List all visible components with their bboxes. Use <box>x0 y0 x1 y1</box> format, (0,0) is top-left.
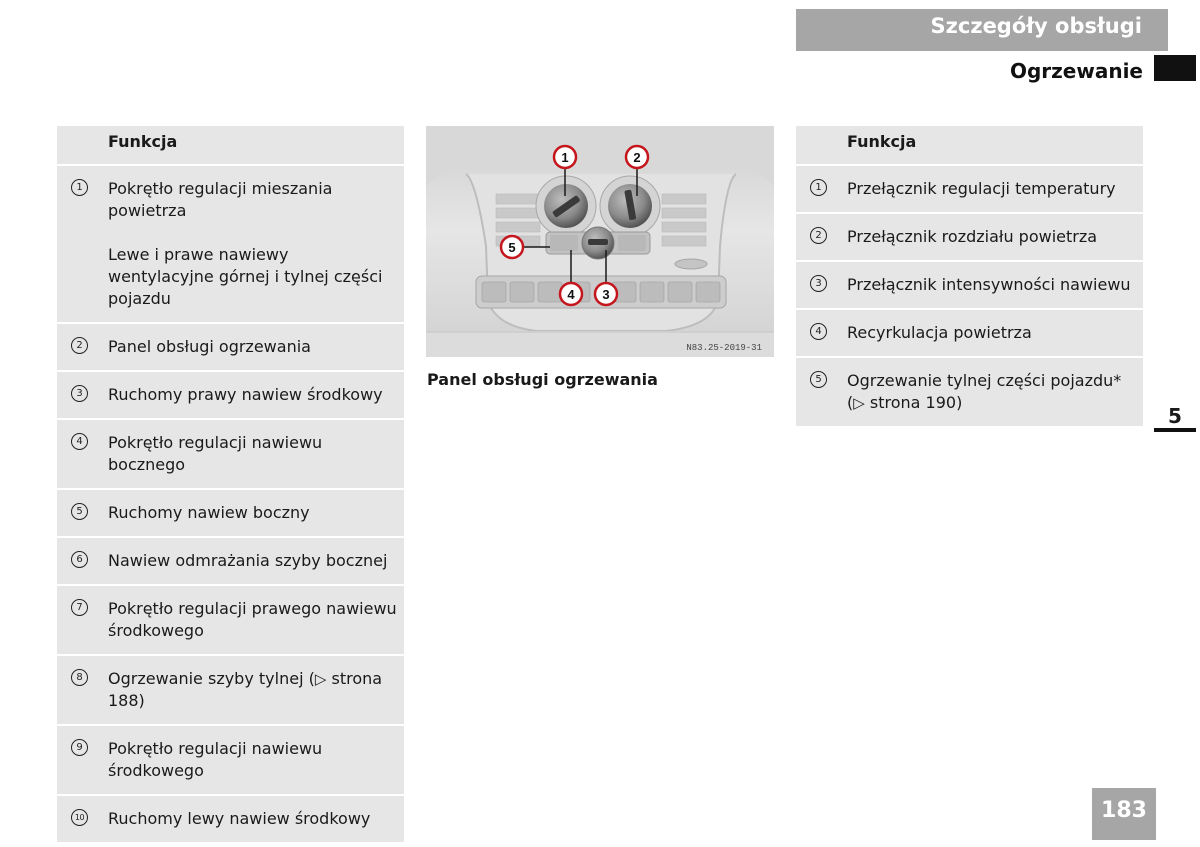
callout-number: 8 <box>71 669 88 686</box>
svg-text:2: 2 <box>633 150 641 165</box>
table-row <box>57 420 404 488</box>
row-text: Przełącznik rozdziału powietrza <box>841 214 1143 260</box>
table-row <box>57 586 404 654</box>
callout-1 <box>554 146 576 168</box>
callout-3 <box>595 283 617 305</box>
table-header: Funkcja <box>841 126 1143 164</box>
row-text: Przełącznik regulacji temperatury <box>841 166 1143 212</box>
row-text: Pokrętło regulacji mieszania powietrza <box>108 179 333 220</box>
chapter-tab: 5 <box>1154 400 1196 432</box>
callout-number: 1 <box>71 179 88 196</box>
chapter-marker <box>1154 55 1196 81</box>
svg-text:4: 4 <box>567 287 575 302</box>
triangle-right-icon: ▷ <box>314 670 327 688</box>
row-text: Ogrzewanie szyby tylnej ( <box>108 669 315 688</box>
row-text: Pokrętło regulacji nawiewu środkowego <box>102 726 404 794</box>
callout-number: 2 <box>71 337 88 354</box>
table-row <box>796 310 1143 356</box>
table-row <box>57 538 404 584</box>
row-text: Recyrkulacja powietrza <box>841 310 1143 356</box>
row-text: Ruchomy prawy nawiew środkowy <box>102 372 404 418</box>
heating-panel-photo <box>426 126 774 357</box>
row-text: Panel obsługi ogrzewania <box>102 324 404 370</box>
section-title: Szczegóły obsługi <box>796 9 1168 51</box>
callout-number: 7 <box>71 599 88 616</box>
page-number: 183 <box>1092 788 1156 840</box>
callout-5 <box>501 236 523 258</box>
row-text: Przełącznik intensywności nawiewu <box>841 262 1143 308</box>
callout-number: 4 <box>71 433 88 450</box>
table-row <box>57 796 404 842</box>
svg-text:1: 1 <box>561 150 569 165</box>
callout-4 <box>560 283 582 305</box>
triangle-right-icon: ▷ <box>853 394 865 412</box>
row-text: Ruchomy nawiew boczny <box>102 490 404 536</box>
callout-2 <box>626 146 648 168</box>
table-header: Funkcja <box>102 126 404 164</box>
table-row <box>796 358 1143 426</box>
table-row <box>796 214 1143 260</box>
callout-number: 9 <box>71 739 88 756</box>
table-header-row <box>796 126 1143 164</box>
row-text-open-paren: ( <box>847 393 854 412</box>
svg-text:3: 3 <box>602 287 610 302</box>
table-header-row <box>57 126 404 164</box>
svg-text:5: 5 <box>508 240 516 255</box>
row-text: Nawiew odmrażania szyby bocznej <box>102 538 404 584</box>
table-row <box>57 490 404 536</box>
callout-number: 10 <box>71 809 88 826</box>
row-text: Pokrętło regulacji nawiewu bocznego <box>102 420 404 488</box>
callout-number: 6 <box>71 551 88 568</box>
callout-number: 5 <box>810 371 827 388</box>
row-text: Ruchomy lewy nawiew środkowy <box>102 796 404 842</box>
row-extra-text: Lewe i prawe nawiewy wentylacyjne górnej i tylnej części pojazdu <box>108 245 383 308</box>
table-row <box>57 656 404 724</box>
callout-number: 1 <box>810 179 827 196</box>
table-row <box>57 726 404 794</box>
callout-number: 5 <box>71 503 88 520</box>
figure-code: N83.25-2019-31 <box>686 343 762 353</box>
page-reference[interactable]: strona 188) <box>108 669 383 710</box>
callout-number: 3 <box>71 385 88 402</box>
row-text: Ogrzewanie tylnej części pojazdu* <box>847 371 1122 390</box>
callout-number: 2 <box>810 227 827 244</box>
right-function-table <box>796 124 1143 428</box>
table-row <box>796 166 1143 212</box>
callout-number: 4 <box>810 323 827 340</box>
figure-caption: Panel obsługi ogrzewania <box>427 370 658 389</box>
left-function-table <box>57 124 404 844</box>
page-reference[interactable]: strona 190) <box>869 393 963 412</box>
callout-number: 3 <box>810 275 827 292</box>
chapter-title: Ogrzewanie <box>1009 59 1143 83</box>
table-row <box>57 166 404 322</box>
table-row <box>57 372 404 418</box>
table-row <box>57 324 404 370</box>
row-text: Pokrętło regulacji prawego nawiewu środkowego <box>102 586 404 654</box>
table-row <box>796 262 1143 308</box>
